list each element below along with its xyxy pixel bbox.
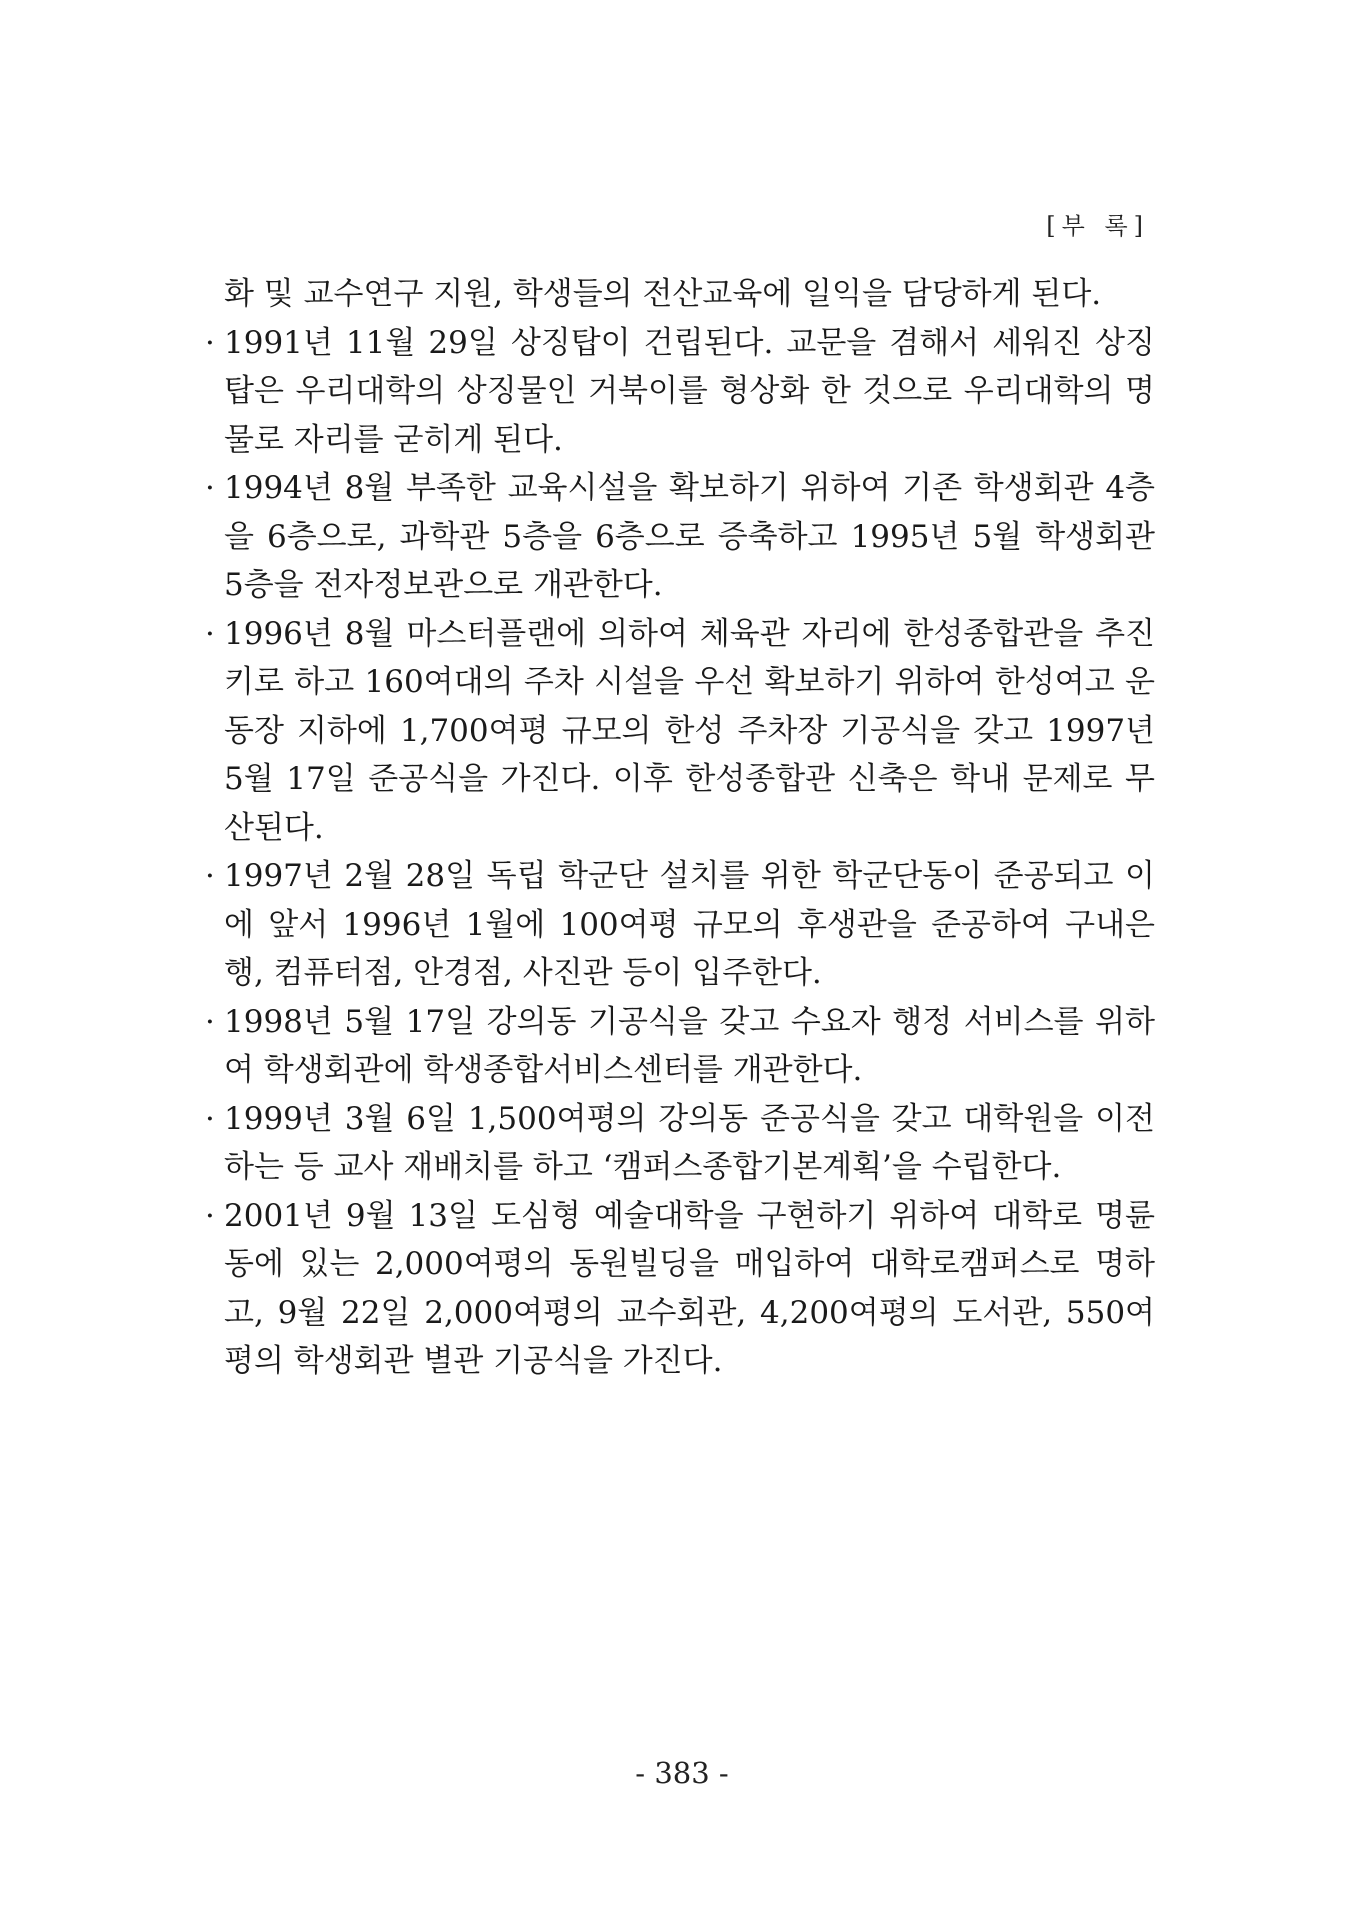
section-label: [부 록]: [1046, 212, 1149, 240]
list-item: [205, 464, 1155, 610]
list-item: [205, 852, 1155, 998]
bullet-icon: ·: [205, 324, 215, 361]
paragraph-continuation: 화 및 교수연구 지원, 학생들의 전산교육에 일익을 담당하게 된다.: [224, 276, 1102, 312]
list-item-text: 1998년 5월 17일 강의동 기공식을 갖고 수요자 행정 서비스를 위하여 학생회관에 학생종합서비스센터를 개관한다.: [224, 1003, 1155, 1088]
list-item: [205, 998, 1155, 1095]
list-item-text: 1999년 3월 6일 1,500여평의 강의동 준공식을 갖고 대학원을 이전하는 등 교사 재배치를 하고 ‘캠퍼스종합기본계획’을 수립한다.: [224, 1100, 1155, 1185]
bullet-icon: ·: [205, 470, 215, 506]
page-number: - 383 -: [635, 1756, 729, 1790]
list-item-text: 1997년 2월 28일 독립 학군단 설치를 위한 학군단동이 준공되고 이에 앞서 1996년 1월에 100여평 규모의 후생관을 준공하여 구내은행, 컴퓨터점, 안경점, 사진관 등이 입주한다.: [224, 858, 1155, 991]
list-item-text: 1996년 8월 마스터플랜에 의하여 체육관 자리에 한성종합관을 추진키로 하고 160여대의 주차 시설을 우선 확보하기 위하여 한성여고 운동장 지하에 1,700여평 규모의 한성 주차장 기공식을 갖고 1997년 5월 17일 준공식을 가진다. 이후 한성종합관 신축은 학내 문제로 무산된다.: [224, 615, 1155, 846]
list-item-text: 1994년 8월 부족한 교육시설을 확보하기 위하여 기존 학생회관 4층을 6층으로, 과학관 5층을 6층으로 증축하고 1995년 5월 학생회관 5층을 전자정보관으로 개관한다.: [224, 470, 1155, 603]
document-body: [205, 270, 1155, 1386]
list-item: [205, 1095, 1155, 1192]
list-item: [205, 319, 1155, 465]
bullet-icon: ·: [205, 1003, 215, 1040]
list-item: [205, 1192, 1155, 1386]
list-item-text: 1991년 11월 29일 상징탑이 건립된다. 교문을 겸해서 세워진 상징탑은 우리대학의 상징물인 거북이를 형상화 한 것으로 우리대학의 명물로 자리를 굳히게 된다.: [224, 324, 1155, 458]
list-item: [205, 610, 1155, 853]
bullet-icon: ·: [205, 858, 215, 894]
bullet-icon: ·: [205, 1197, 215, 1234]
bullet-icon: ·: [205, 615, 215, 652]
bullet-icon: ·: [205, 1100, 215, 1137]
list-item-text: 2001년 9월 13일 도심형 예술대학을 구현하기 위하여 대학로 명륜동에 있는 2,000여평의 동원빌딩을 매입하여 대학로캠퍼스로 명하고, 9월 22일 2,000여평의 교수회관, 4,200여평의 도서관, 550여평의 학생회관 별관 기공식을 가진다.: [224, 1197, 1155, 1379]
